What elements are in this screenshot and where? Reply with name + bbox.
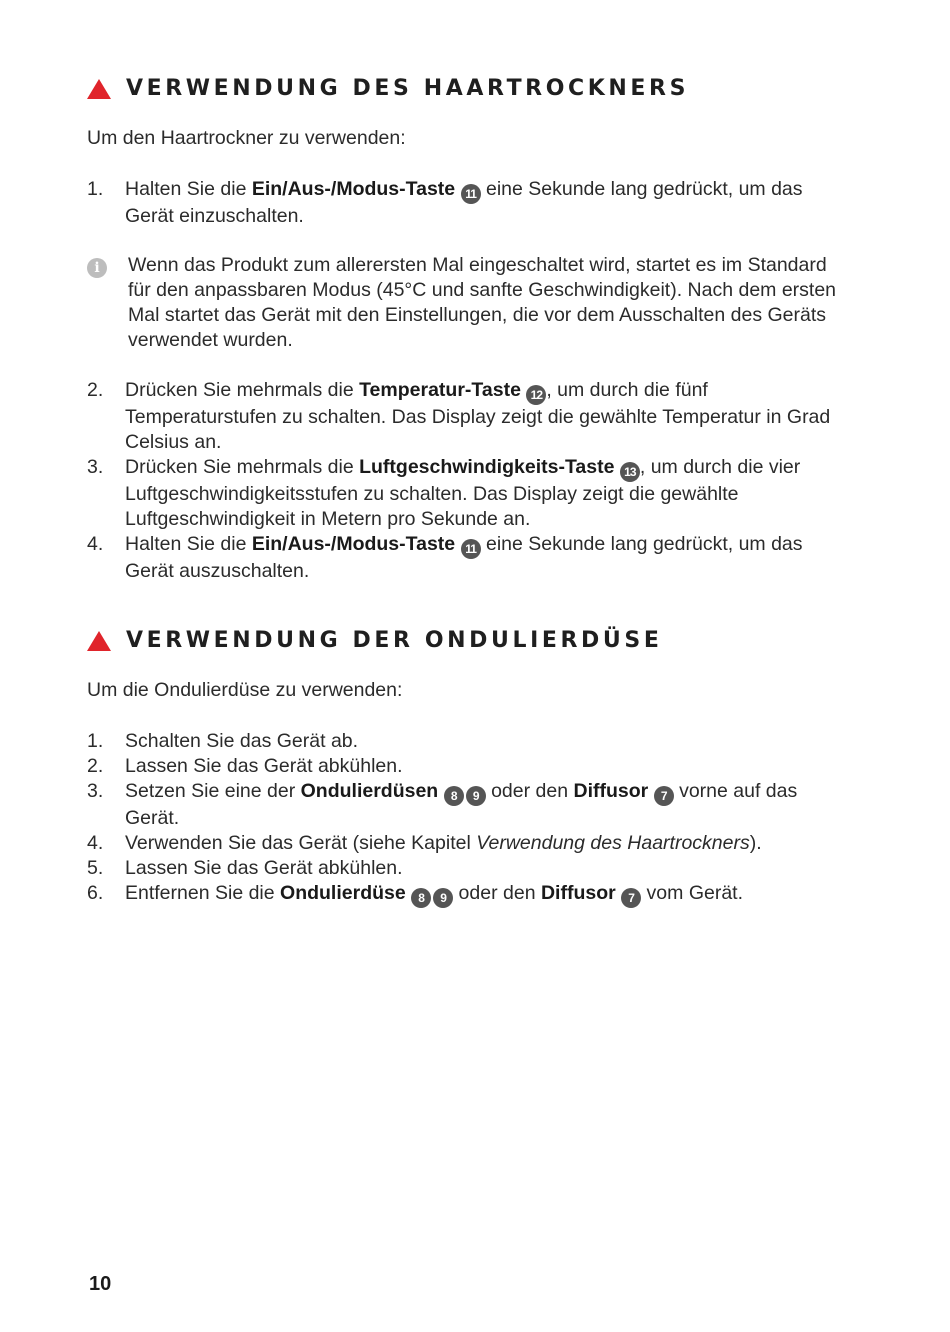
warning-triangle-icon	[87, 631, 111, 651]
info-icon: i	[87, 258, 107, 278]
step-text: oder den	[485, 780, 574, 802]
list-item	[87, 881, 847, 908]
step-text: ).	[749, 832, 762, 854]
steps-list-1a	[87, 177, 847, 229]
step-text: , um durch die fünf Temperaturstufen zu schalten. Das Display zeigt die gewählte Temperatur in Grad Celsius an.	[125, 379, 831, 453]
step-text: Halten Sie die	[125, 178, 252, 200]
button-name: Ein/Aus-/Modus-Taste	[251, 178, 456, 200]
part-name: Ondulierdüse	[280, 882, 406, 904]
reference-number-badge: 11	[461, 539, 481, 559]
step-number: 2.	[87, 755, 104, 777]
list-item	[87, 177, 847, 229]
section-title: VERWENDUNG DER ONDULIERDÜSE	[126, 628, 663, 653]
info-note-text: Wenn das Produkt zum allerersten Mal eingeschaltet wird, startet es im Standard für den anpassbaren Modus (45°C und sanfte Geschwindigkeit). Nach dem ersten Mal startet das Gerät mit den Einstellungen, die vor dem Ausschalten des Geräts verwendet wurden.	[128, 254, 837, 351]
reference-number-badge: 11	[461, 184, 481, 204]
step-number: 4.	[87, 832, 104, 854]
part-name: Diffusor	[573, 780, 649, 802]
step-number: 1.	[87, 178, 104, 200]
list-item	[87, 831, 847, 856]
button-name: Luftgeschwindigkeits-Taste	[359, 456, 615, 478]
step-text: Lassen Sie das Gerät abkühlen.	[125, 755, 403, 777]
list-item	[87, 455, 847, 532]
part-name: Diffusor	[540, 882, 616, 904]
reference-number-badge: 7	[621, 888, 641, 908]
list-item	[87, 532, 847, 584]
chapter-reference: Verwendung des Haartrockners	[476, 832, 750, 854]
step-text: Entfernen Sie die	[125, 882, 281, 904]
button-name: Temperatur-Taste	[359, 379, 521, 401]
page-number: 10	[89, 1273, 112, 1295]
reference-number-badge: 9	[433, 888, 453, 908]
section-heading-haartrockner	[87, 76, 689, 101]
step-number: 1.	[87, 730, 104, 752]
warning-triangle-icon	[87, 79, 111, 99]
reference-number-badge: 7	[654, 786, 674, 806]
step-text: Setzen Sie eine der	[125, 780, 301, 802]
reference-number-badge: 8	[411, 888, 431, 908]
step-number: 3.	[87, 780, 104, 802]
step-text: Verwenden Sie das Gerät (siehe Kapitel	[125, 832, 477, 854]
intro-text: Um den Haartrockner zu verwenden:	[87, 127, 406, 149]
part-name: Ondulierdüsen	[300, 780, 439, 802]
reference-number-badge: 9	[466, 786, 486, 806]
button-name: Ein/Aus-/Modus-Taste	[251, 533, 456, 555]
step-text: Halten Sie die	[125, 533, 252, 555]
step-text: oder den	[453, 882, 541, 904]
list-item	[87, 729, 847, 754]
list-item	[87, 378, 847, 455]
section-title: VERWENDUNG DES HAARTROCKNERS	[126, 76, 690, 101]
steps-list-2	[87, 729, 847, 908]
step-text: eine Sekunde lang gedrückt, um das Gerät auszuschalten.	[125, 533, 803, 582]
step-number: 2.	[87, 379, 104, 401]
step-text: vom Gerät.	[641, 882, 744, 904]
list-item	[87, 779, 847, 831]
step-number: 6.	[87, 882, 104, 904]
steps-list-1b	[87, 378, 847, 584]
list-item	[87, 856, 847, 881]
step-text: eine Sekunde lang gedrückt, um das Gerät einzuschalten.	[125, 178, 803, 227]
reference-number-badge: 8	[444, 786, 464, 806]
reference-number-badge: 12	[526, 385, 546, 405]
step-number: 5.	[87, 857, 104, 879]
step-text: vorne auf das Gerät.	[125, 780, 798, 829]
step-number: 3.	[87, 456, 104, 478]
step-text: Drücken Sie mehrmals die	[125, 456, 360, 478]
list-item	[87, 754, 847, 779]
intro-text: Um die Ondulierdüse zu verwenden:	[87, 679, 403, 701]
reference-number-badge: 13	[620, 462, 640, 482]
step-number: 4.	[87, 533, 104, 555]
step-text: Lassen Sie das Gerät abkühlen.	[125, 857, 403, 879]
section-heading-ondulierduese	[87, 628, 662, 653]
step-text: Schalten Sie das Gerät ab.	[125, 730, 359, 752]
step-text: Drücken Sie mehrmals die	[125, 379, 360, 401]
step-text: , um durch die vier Luftgeschwindigkeitsstufen zu schalten. Das Display zeigt die gewählte Luftgeschwindigkeit in Metern pro Sekunde an.	[125, 456, 801, 530]
